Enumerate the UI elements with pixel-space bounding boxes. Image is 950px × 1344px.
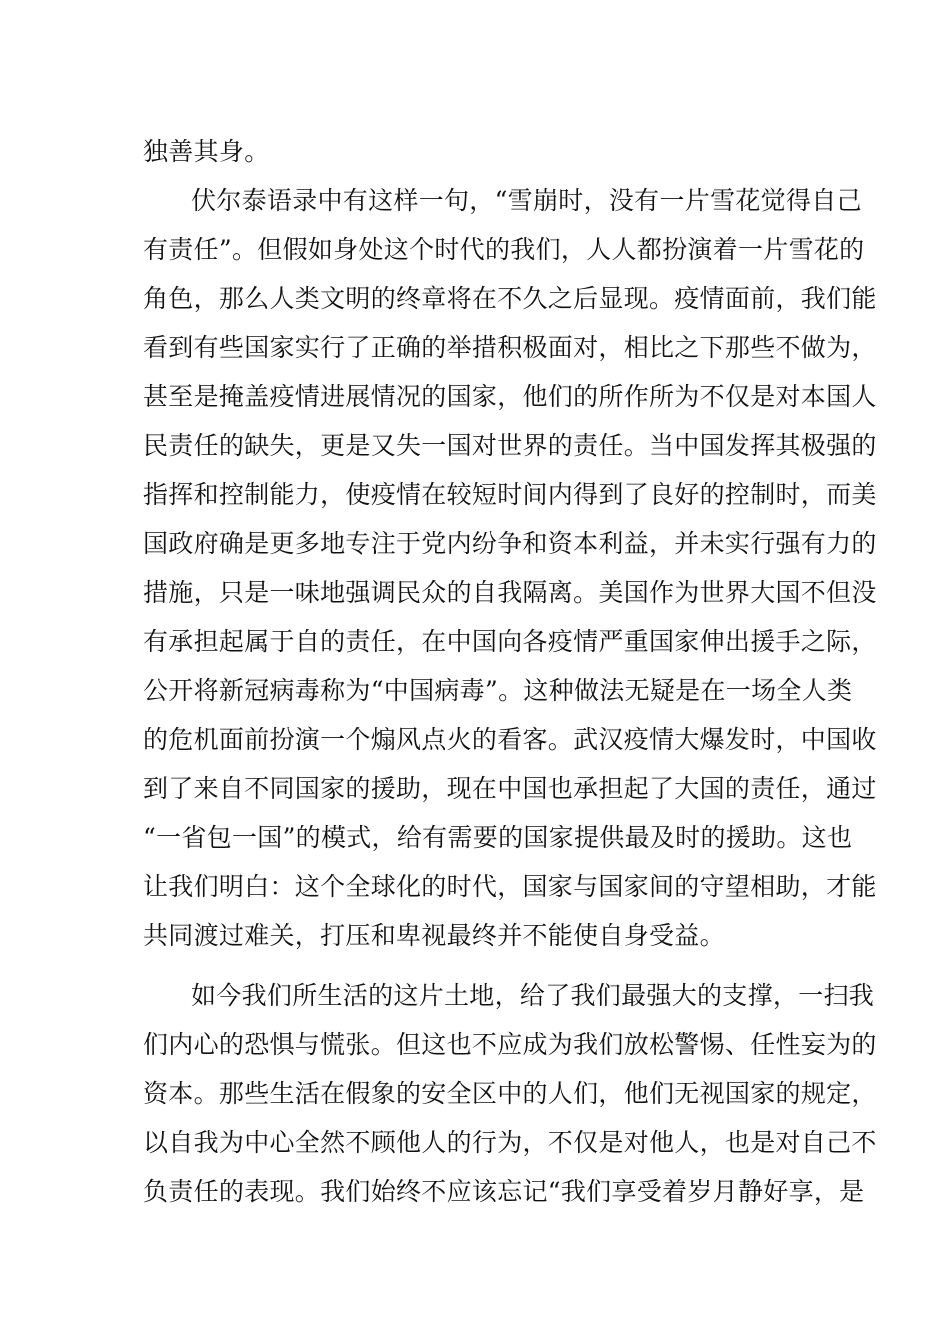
text-line: 措施，只是一味地强调民众的自我隔离。美国作为世界大国不但没 [143,578,877,607]
text-line: 角色，那么人类文明的终章将在不久之后显现。疫情面前，我们能 [143,284,877,313]
text-line: 国政府确是更多地专注于党内纷争和资本利益，并未实行强有力的 [143,529,877,558]
text-line: 的危机面前扮演一个煽风点火的看客。武汉疫情大爆发时，中国收 [143,725,877,754]
text-line: 指挥和控制能力，使疫情在较短时间内得到了良好的控制时，而美 [143,480,877,509]
text-line: 们内心的恐惧与慌张。但这也不应成为我们放松警惕、任性妄为的 [143,1030,877,1059]
text-line: 共同渡过难关，打压和卑视最终并不能使自身受益。 [143,921,725,950]
paragraph-first-line: 伏尔泰语录中有这样一句，“雪崩时，没有一片雪花觉得自己 [191,186,862,215]
text-line: 有责任”。但假如身处这个时代的我们，人人都扮演着一片雪花的 [143,235,865,264]
text-line: 到了来自不同国家的援助，现在中国也承担起了大国的责任，通过 [143,774,877,803]
text-line: 负责任的表现。我们始终不应该忘记“我们享受着岁月静好享，是 [143,1177,865,1206]
text-line: “一省包一国”的模式，给有需要的国家提供最及时的援助。这也 [143,823,853,852]
text-line: 看到有些国家实行了正确的举措积极面对，相比之下那些不做为， [143,333,877,362]
text-line: 公开将新冠病毒称为“中国病毒”。这种做法无疑是在一场全人类 [143,676,853,705]
text-line: 让我们明白：这个全球化的时代，国家与国家间的守望相助，才能 [143,872,877,901]
text-line: 独善其身。 [143,137,270,166]
text-line: 有承担起属于自的责任，在中国向各疫情严重国家伸出援手之际， [143,627,877,656]
text-line: 资本。那些生活在假象的安全区中的人们，他们无视国家的规定， [143,1079,877,1108]
text-line: 以自我为中心全然不顾他人的行为，不仅是对他人，也是对自己不 [143,1128,877,1157]
text-line: 甚至是掩盖疫情进展情况的国家，他们的所作所为不仅是对本国人 [143,382,877,411]
paragraph-first-line: 如今我们所生活的这片土地，给了我们最强大的支撑，一扫我 [191,981,875,1010]
text-line: 民责任的缺失，更是又失一国对世界的责任。当中国发挥其极强的 [143,431,877,460]
